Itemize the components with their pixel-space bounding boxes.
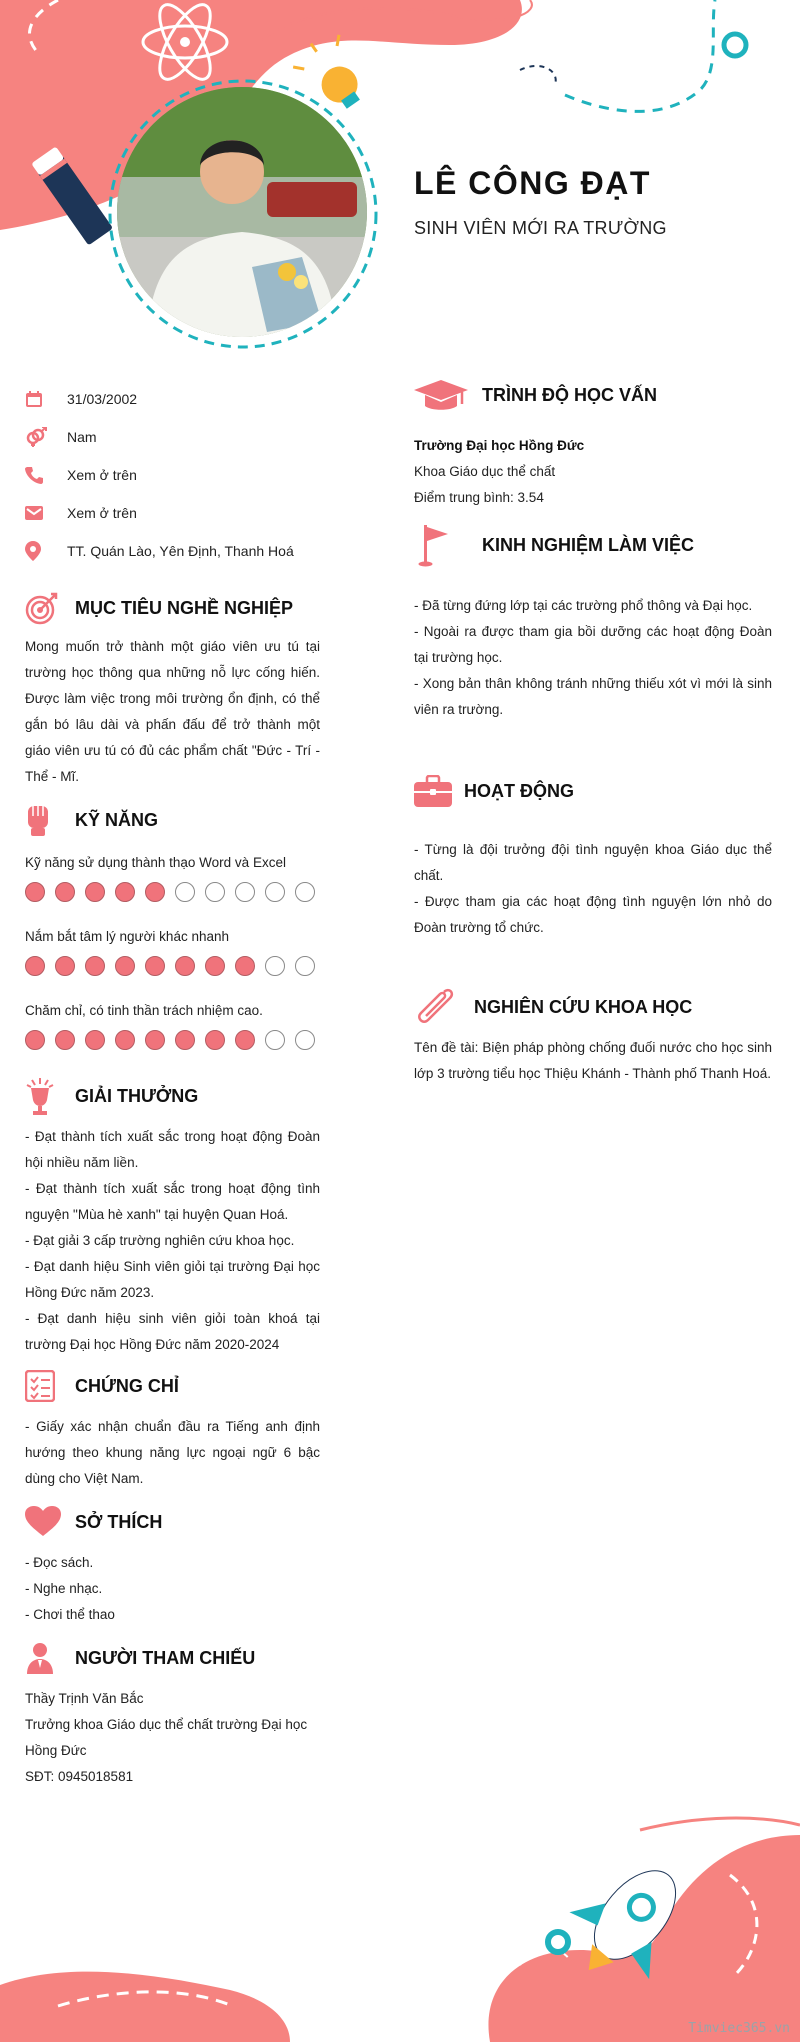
research-text: Tên đề tài: Biện pháp phòng chống đuối nước cho học sinh lớp 3 trường tiểu học Thiệu Khánh - Thành phố Thanh Hoá.: [414, 1040, 772, 1081]
skill-item: [25, 998, 320, 1072]
address-text: TT. Quán Lào, Yên Định, Thanh Hoá: [67, 543, 294, 559]
watermark: Timviec365.vn: [688, 2021, 790, 2036]
rating-dot-filled: [235, 956, 255, 976]
award-item: - Đạt danh hiệu sinh viên giỏi toàn khoá tại trường Đại học Hồng Đức năm 2020-2024: [25, 1311, 320, 1352]
skills-list: [25, 850, 320, 1072]
experience-item: - Đã từng đứng lớp tại các trường phổ thông và Đại học.: [414, 598, 753, 613]
certificates-heading: CHỨNG CHỈ: [75, 1375, 179, 1396]
rating-dot-filled: [25, 956, 45, 976]
hobbies-list: [25, 1550, 320, 1628]
education-school: Trường Đại học Hồng Đức: [414, 438, 585, 453]
rating-dot-filled: [175, 1030, 195, 1050]
skills-heading: KỸ NĂNG: [75, 809, 159, 830]
skill-label: Kỹ năng sử dụng thành thạo Word và Excel: [25, 855, 286, 870]
skill-label: Chăm chỉ, có tinh thần trách nhiệm cao.: [25, 1003, 263, 1018]
birthday-text: 31/03/2002: [67, 391, 138, 407]
skill-rating: [25, 1024, 320, 1072]
objective-heading-row: [25, 588, 320, 628]
experience-item: - Xong bản thân không tránh những thiếu xót vì mới là sinh viên ra trường.: [414, 676, 772, 717]
rating-dot-filled: [205, 956, 225, 976]
awards-list: [25, 1124, 320, 1358]
hobby-item: - Nghe nhạc.: [25, 1581, 103, 1596]
activity-item: - Được tham gia các hoạt động tình nguyện lớn nhỏ do Đoàn trường tổ chức.: [414, 894, 772, 935]
rating-dot-filled: [55, 1030, 75, 1050]
right-column: [414, 375, 772, 1087]
heart-icon: [25, 1506, 61, 1538]
rating-dot-empty: [205, 882, 225, 902]
research-heading: NGHIÊN CỨU KHOA HỌC: [474, 996, 693, 1017]
skill-label: Nắm bắt tâm lý người khác nhanh: [25, 929, 229, 944]
skill-rating: [25, 876, 320, 924]
experience-list: [414, 593, 772, 723]
activities-heading-row: [414, 771, 772, 811]
location-pin-icon: [25, 541, 41, 561]
contact-row-address: [25, 532, 320, 570]
activities-heading: HOẠT ĐỘNG: [464, 780, 574, 801]
paperclip-icon: [414, 986, 456, 1028]
awards-heading: GIẢI THƯỞNG: [75, 1085, 199, 1106]
rating-dot-empty: [295, 1030, 315, 1050]
rating-dot-empty: [295, 956, 315, 976]
rating-dot-filled: [85, 956, 105, 976]
trophy-icon: [25, 1076, 55, 1116]
rating-dot-filled: [115, 1030, 135, 1050]
certificates-heading-row: [25, 1366, 320, 1406]
rating-dot-empty: [175, 882, 195, 902]
rating-dot-filled: [55, 882, 75, 902]
education-heading: TRÌNH ĐỘ HỌC VẤN: [482, 384, 657, 405]
skill-rating: [25, 950, 320, 998]
education-gpa: Điểm trung bình: 3.54: [414, 490, 544, 505]
activity-item: - Từng là đội trưởng đội tình nguyện khoa Giáo dục thể chất.: [414, 842, 772, 883]
hobbies-heading: SỞ THÍCH: [75, 1511, 163, 1532]
hobbies-heading-row: [25, 1502, 320, 1542]
rating-dot-filled: [115, 956, 135, 976]
rating-dot-filled: [55, 956, 75, 976]
education-heading-row: [414, 375, 772, 415]
rating-dot-filled: [115, 882, 135, 902]
experience-item: - Ngoài ra được tham gia bồi dưỡng các hoạt động Đoàn tại trường học.: [414, 624, 772, 665]
objective-heading: MỤC TIÊU NGHỀ NGHIỆP: [75, 597, 294, 618]
rating-dot-empty: [265, 1030, 285, 1050]
reference-line: SĐT: 0945018581: [25, 1769, 134, 1784]
email-icon: [25, 505, 43, 521]
award-item: - Đạt giải 3 cấp trường nghiên cứu khoa học.: [25, 1233, 295, 1248]
rating-dot-empty: [295, 882, 315, 902]
calendar-icon: [25, 390, 43, 408]
left-column: [25, 380, 320, 1790]
profile-photo: [117, 87, 367, 337]
hobby-item: - Chơi thể thao: [25, 1607, 115, 1622]
rating-dot-filled: [175, 956, 195, 976]
hobby-item: - Đọc sách.: [25, 1555, 94, 1570]
skill-item: [25, 850, 320, 924]
reference-line: Thầy Trịnh Văn Bắc: [25, 1691, 144, 1706]
activities-list: [414, 837, 772, 941]
contact-list: [25, 380, 320, 570]
rating-dot-empty: [265, 956, 285, 976]
contact-row-birthday: [25, 380, 320, 418]
candidate-title: SINH VIÊN MỚI RA TRƯỜNG: [414, 218, 667, 238]
research-heading-row: [414, 987, 772, 1027]
education-faculty: Khoa Giáo dục thể chất: [414, 464, 556, 479]
contact-row-email: [25, 494, 320, 532]
email-text: Xem ở trên: [67, 505, 137, 521]
rating-dot-filled: [235, 1030, 255, 1050]
experience-heading: KINH NGHIỆM LÀM VIỆC: [482, 534, 695, 555]
skill-item: [25, 924, 320, 998]
rating-dot-filled: [25, 882, 45, 902]
gender-icon: [25, 427, 47, 447]
rating-dot-filled: [205, 1030, 225, 1050]
rating-dot-filled: [85, 882, 105, 902]
briefcase-icon: [414, 775, 452, 807]
rating-dot-filled: [85, 1030, 105, 1050]
checklist-icon: [25, 1370, 55, 1402]
contact-row-phone: [25, 456, 320, 494]
target-icon: [25, 591, 59, 625]
awards-heading-row: [25, 1076, 320, 1116]
skills-heading-row: [25, 800, 320, 840]
phone-icon: [25, 466, 43, 484]
graduation-cap-icon: [414, 378, 468, 412]
award-item: - Đạt danh hiệu Sinh viên giỏi tại trường Đại học Hồng Đức năm 2023.: [25, 1259, 320, 1300]
experience-heading-row: [414, 523, 772, 567]
phone-text: Xem ở trên: [67, 467, 137, 483]
award-item: - Đạt thành tích xuất sắc trong hoạt động Đoàn hội nhiều năm liền.: [25, 1129, 320, 1170]
contact-row-gender: [25, 418, 320, 456]
rating-dot-filled: [145, 956, 165, 976]
person-icon: [25, 1642, 55, 1674]
rating-dot-empty: [265, 882, 285, 902]
flag-icon: [414, 523, 450, 567]
education-details: [414, 433, 772, 511]
candidate-name: LÊ CÔNG ĐẠT: [414, 165, 651, 201]
fist-icon: [25, 804, 51, 836]
certificate-item: - Giấy xác nhận chuẩn đầu ra Tiếng anh định hướng theo khung năng lực ngoại ngữ 6 bậc dùng cho Việt Nam.: [25, 1419, 320, 1486]
references-list: [25, 1686, 320, 1790]
gender-text: Nam: [67, 429, 97, 445]
rating-dot-filled: [145, 1030, 165, 1050]
rating-dot-empty: [235, 882, 255, 902]
references-heading: NGƯỜI THAM CHIẾU: [75, 1647, 256, 1668]
reference-line: Trưởng khoa Giáo dục thể chất trường Đại học Hồng Đức: [25, 1717, 308, 1758]
award-item: - Đạt thành tích xuất sắc trong hoạt động tình nguyện "Mùa hè xanh" tại huyện Quan Hoá.: [25, 1181, 320, 1222]
objective-text: Mong muốn trở thành một giáo viên ưu tú tại trường học thông qua những nỗ lực cống hiến. Được làm việc trong môi trường ổn định, có thể gắn bó lâu dài và phấn đấu để trở thành một giáo viên ưu tú có đủ các phẩm chất "Đức - Trí - Thể - Mĩ.: [25, 639, 320, 784]
rating-dot-filled: [145, 882, 165, 902]
references-heading-row: [25, 1638, 320, 1678]
rating-dot-filled: [25, 1030, 45, 1050]
